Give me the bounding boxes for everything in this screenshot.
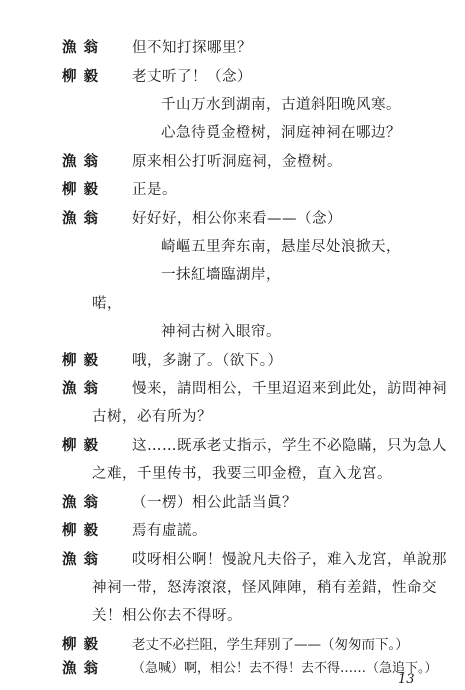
verse-line: 千山万水到湖南，古道斜阳晚风寒。 xyxy=(161,97,401,113)
verse-line: 神祠古树入眼帘。 xyxy=(161,324,281,340)
dialogue-line: 正是。 xyxy=(132,182,177,198)
speaker-label: 漁翁 xyxy=(62,210,105,227)
dialogue-continuation: 关！相公你去不得呀。 xyxy=(92,608,242,624)
speaker-label: 漁翁 xyxy=(62,551,105,568)
speaker-label: 柳毅 xyxy=(62,68,105,85)
speaker-label: 柳毅 xyxy=(62,181,105,198)
dialogue-line: 哦，多謝了。（欲下。） xyxy=(132,353,283,369)
dialogue-line: 焉有虛謊。 xyxy=(132,523,207,539)
verse-line: 一抹紅墻臨湖岸， xyxy=(161,267,281,283)
page-number: 13 xyxy=(398,672,415,687)
verse-line: 崎嶇五里奔东南，悬崖尽处浪掀天， xyxy=(161,239,401,255)
speaker-label: 漁翁 xyxy=(62,494,105,511)
interjection-line: 喏， xyxy=(92,296,122,312)
dialogue-line: 老丈不必拦阻，学生拜别了——（匆匆而下。） xyxy=(132,637,409,653)
dialogue-line: 好好好，相公你来看——（念） xyxy=(132,211,342,227)
dialogue-line: （一楞）相公此話当眞？ xyxy=(132,495,297,511)
speaker-label: 漁翁 xyxy=(62,380,105,397)
verse-line: 心急待覓金橙树，洞庭神祠在哪边？ xyxy=(161,125,401,141)
speaker-label: 漁翁 xyxy=(62,39,105,56)
dialogue-continuation: 之难，千里传书，我要三叩金橙，直入龙宮。 xyxy=(92,466,392,482)
speaker-label: 柳毅 xyxy=(62,352,105,369)
speaker-label: 柳毅 xyxy=(62,522,105,539)
dialogue-continuation: 古树，必有所为？ xyxy=(92,409,212,425)
dialogue-line: （急喊）啊，相公！去不得！去不得……（急追下。） xyxy=(132,661,438,676)
dialogue-line: 原来相公打听洞庭祠，金橙树。 xyxy=(132,154,342,170)
speaker-label: 柳毅 xyxy=(62,636,105,653)
dialogue-continuation: 神祠一带，怒涛滾滾，怪风陣陣，稍有差錯，性命交 xyxy=(92,580,437,596)
dialogue-line: 老丈听了！（念） xyxy=(132,69,252,85)
dialogue-line: 慢来，請問相公，千里迢迢来到此处，訪問神祠 xyxy=(132,381,447,397)
dialogue-line: 这……既承老丈指示，学生不必隐瞞，只为急人 xyxy=(132,438,447,454)
dialogue-line: 但不知打探哪里？ xyxy=(132,40,252,56)
dialogue-line: 哎呀相公啊！慢說凡夫俗子，难入龙宮，单說那 xyxy=(132,552,447,568)
speaker-label: 柳毅 xyxy=(62,437,105,454)
speaker-label: 漁翁 xyxy=(62,153,105,170)
speaker-label: 漁翁 xyxy=(62,660,105,677)
